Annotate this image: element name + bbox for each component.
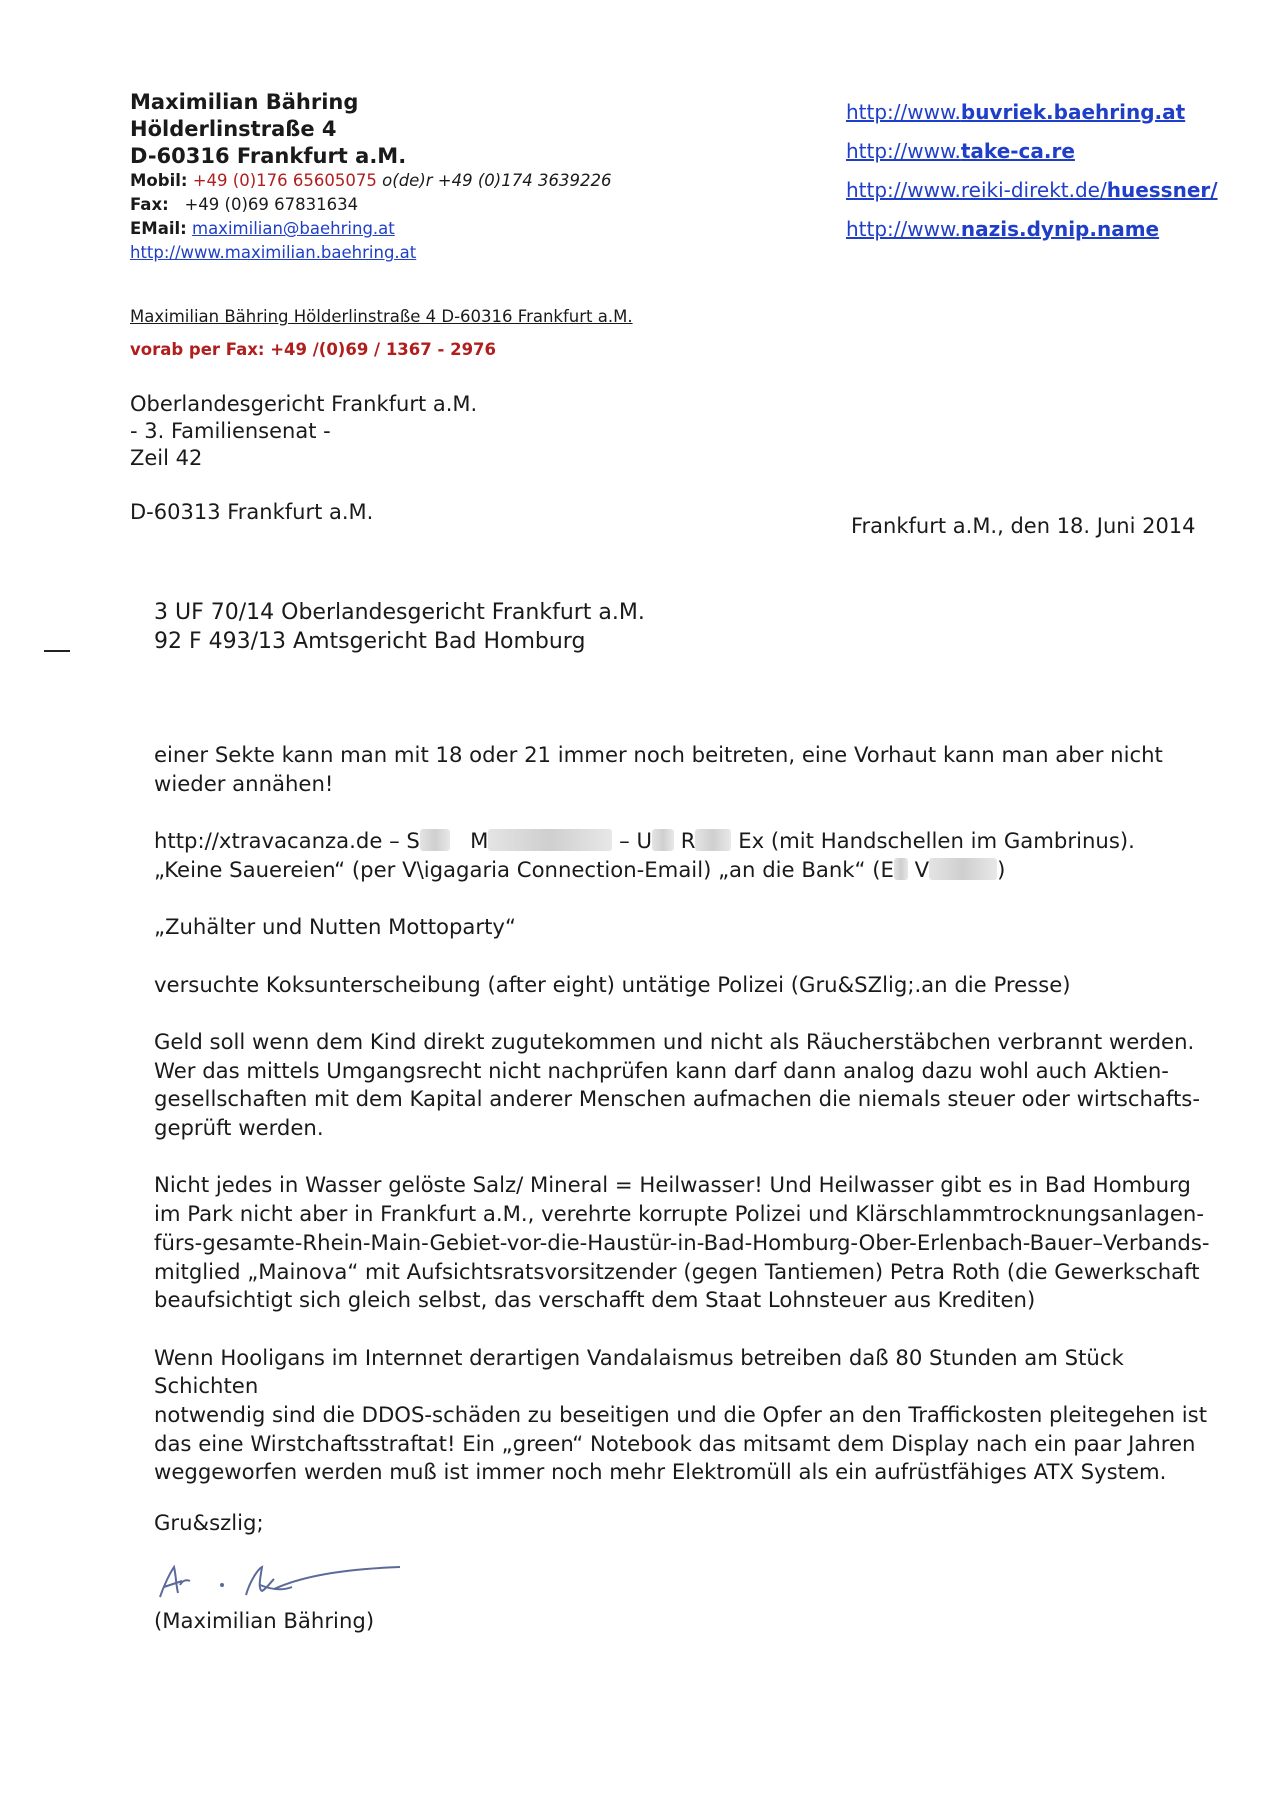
letter-date: Frankfurt a.M., den 18. Juni 2014 <box>851 514 1196 538</box>
redaction <box>929 858 997 880</box>
paragraph-4: versuchte Koksunterscheibung (after eight) untätige Polizei (Gru&SZlig;.an die Presse) <box>154 971 1071 997</box>
fax-number: +49 (0)69 67831634 <box>184 195 359 214</box>
paragraph-2: http://xtravacanza.de – S M – U R Ex (mit Handschellen im Gambrinus). „Keine Sauereien“ (per V\igagaria Connection-Email) „an die Bank“ (E V ) <box>154 828 1135 882</box>
signature <box>150 1545 410 1615</box>
paragraph-1: einer Sekte kann man mit 18 oder 21 immer noch beitreten, eine Vorhaut kann man aber nicht wieder annähen! <box>154 742 1163 796</box>
fax-note: vorab per Fax: +49 /(0)69 / 1367 - 2976 <box>130 340 497 359</box>
closing: Gru&szlig; <box>154 1510 264 1535</box>
fax-label: Fax: <box>130 195 169 214</box>
mobile-label: Mobil: <box>130 171 188 190</box>
reference-line-1: 3 UF 70/14 Oberlandesgericht Frankfurt a.M. <box>154 600 645 625</box>
sender-city: D-60316 Frankfurt a.M. <box>130 144 407 168</box>
recipient-block <box>130 391 477 472</box>
redaction <box>488 829 612 851</box>
redaction <box>695 829 731 851</box>
sender-name: Maximilian Bähring <box>130 90 359 114</box>
paragraph-5: Geld soll wenn dem Kind direkt zugutekommen und nicht als Räucherstäbchen verbrannt werden. Wer das mittels Umgangsrecht nicht nachprüfen kann darf dann analog dazu wohl auch Aktien- gesellschaften mit dem Kapital anderer Menschen aufmachen die niemals steuer oder wirtschafts- geprüft werden. <box>154 1028 1200 1141</box>
link-take-care[interactable]: http://www.take-ca.re <box>846 139 1075 163</box>
recipient-line-1: Oberlandesgericht Frankfurt a.M. <box>130 392 478 416</box>
letter-body <box>154 741 1214 1516</box>
link-nazis[interactable]: http://www.nazis.dynip.name <box>846 217 1160 241</box>
sender-email <box>130 221 611 245</box>
reference-block <box>154 598 645 656</box>
return-address: Maximilian Bähring Hölderlinstraße 4 D-60316 Frankfurt a.M. <box>130 307 633 326</box>
redaction <box>894 858 908 880</box>
recipient-line-3: Zeil 42 <box>130 446 203 470</box>
paragraph-3: „Zuhälter und Nutten Mottoparty“ <box>154 914 516 940</box>
paragraph-7: Wenn Hooligans im Internnet derartigen Vandalaismus betreiben daß 80 Stunden am Stück Schichten notwendig sind die DDOS-schäden zu beseitigen und die Opfer an den Traffickosten pleitegehen ist das eine Wirstchaftsstraftat! Ein „green“ Notebook das mitsamt dem Display nach ein paar Jahren weggeworfen werden muß ist immer noch mehr Elektromüll als ein aufrüstfähiges ATX System. <box>154 1344 1207 1485</box>
reference-line-2: 92 F 493/13 Amtsgericht Bad Homburg <box>154 629 586 654</box>
recipient-city: D-60313 Frankfurt a.M. <box>130 500 374 524</box>
redaction <box>652 829 674 851</box>
email-label: EMail: <box>130 219 187 238</box>
sender-website <box>130 245 611 269</box>
mobile-number-2: +49 (0)174 3639226 <box>437 171 612 190</box>
recipient-line-2: - 3. Familiensenat - <box>130 419 331 443</box>
signature-name: (Maximilian Bähring) <box>154 1608 375 1633</box>
mobile-number-1: +49 (0)176 65605075 <box>192 171 377 190</box>
email-link[interactable]: maximilian@baehring.at <box>192 219 395 238</box>
sender-mobile <box>130 173 611 197</box>
link-list <box>846 100 1218 256</box>
mobile-or: o(de)r <box>382 171 433 190</box>
link-reiki[interactable]: http://www.reiki-direkt.de/huessner/ <box>846 178 1218 202</box>
link-buvriek[interactable]: http://www.buvriek.baehring.at <box>846 100 1186 124</box>
sender-block <box>130 92 611 269</box>
sender-street: Hölderlinstraße 4 <box>130 117 337 141</box>
fold-mark <box>44 650 70 652</box>
redaction <box>420 829 450 851</box>
website-link[interactable]: http://www.maximilian.baehring.at <box>130 243 417 262</box>
paragraph-6: Nicht jedes in Wasser gelöste Salz/ Mineral = Heilwasser! Und Heilwasser gibt es in Bad Homburg im Park nicht aber in Frankfurt a.M., verehrte korrupte Polizei und Klärschlammtrocknungsanlagen- fürs-gesamte-Rhein-Main-Gebiet-vor-die-Haustür-in-Bad-Homburg-Ober-Erlenbach-Bauer–Verbands- mitglied „Mainova“ mit Aufsichtsratsvorsitzender (gegen Tantiemen) Petra Roth (die Gewerkschaft beaufsichtigt sich gleich selbst, das verschafft dem Staat Lohnsteuer aus Krediten) <box>154 1172 1210 1313</box>
sender-fax <box>130 197 611 221</box>
